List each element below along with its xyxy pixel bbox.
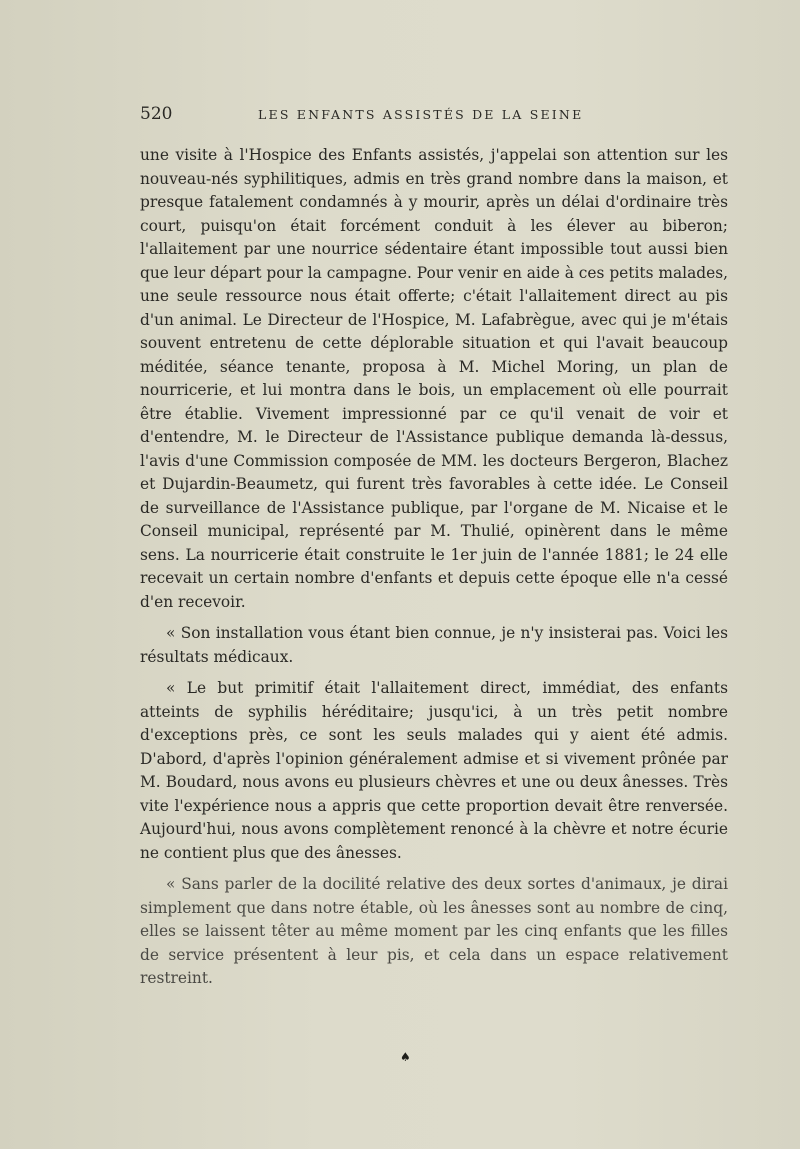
ink-mark-icon: ♠	[400, 1050, 411, 1064]
page-number: 520	[140, 104, 173, 124]
page-header	[140, 104, 730, 128]
paragraph: « Sans parler de la docilité relative des deux sortes d'animaux, je dirai simplement que dans notre étable, où les ânesses sont au nombre de cinq, elles se laissent têter au même moment par les cinq enfants que les filles de service présentent à leur pis, et cela dans un espace relativement restreint.	[140, 875, 728, 987]
paragraph: une visite à l'Hospice des Enfants assistés, j'appelai son attention sur les nouveau-nés syphilitiques, admis en très grand nombre dans la maison, et presque fatalement condamnés à y mourir, après un délai d'ordinaire très court, puisqu'on était forcément conduit à les élever au biberon; l'allaitement par une nourrice sédentaire étant impossible tout aussi bien que leur départ pour la campagne. Pour venir en aide à ces petits malades, une seule ressource nous était offerte; c'était l'allaitement direct au pis d'un animal. Le Directeur de l'Hospice, M. Lafabrègue, avec qui je m'étais souvent entretenu de cette déplorable situation et qui l'avait beaucoup méditée, séance tenante, proposa à M. Michel Moring, un plan de nourricerie, et lui montra dans le bois, un emplacement où elle pourrait être établie. Vivement impressionné par ce qu'il venait de voir et d'entendre, M. le Directeur de l'Assistance publique demanda là-dessus, l'avis d'une Commission composée de MM. les docteurs Bergeron, Blachez et Dujardin-Beaumetz, qui furent très favorables à cette idée. Le Conseil de surveillance de l'Assistance publique, par l'organe de M. Nicaise et le Conseil municipal, représenté par M. Thulié, opinèrent dans le même sens. La nourricerie était construite le 1er juin de l'année 1881; le 24 elle recevait un certain nombre d'enfants et depuis cette époque elle n'a cessé d'en recevoir.	[140, 146, 728, 611]
paragraph: « Son installation vous étant bien connue, je n'y insisterai pas. Voici les résultats médicaux.	[140, 624, 728, 666]
body-text	[140, 144, 728, 991]
paragraph: « Le but primitif était l'allaitement direct, immédiat, des enfants atteints de syphilis héréditaire; jusqu'ici, à un très petit nombre d'exceptions près, ce sont les seuls malades qui y aient été admis. D'abord, d'après l'opinion généralement admise et si vivement prônée par M. Boudard, nous avons eu plusieurs chèvres et une ou deux ânesses. Très vite l'expérience nous a appris que cette proportion devait être renversée. Aujourd'hui, nous avons complètement renoncé à la chèvre et notre écurie ne contient plus que des ânesses.	[140, 679, 728, 862]
running-title: LES ENFANTS ASSISTÉS DE LA SEINE	[258, 107, 584, 122]
